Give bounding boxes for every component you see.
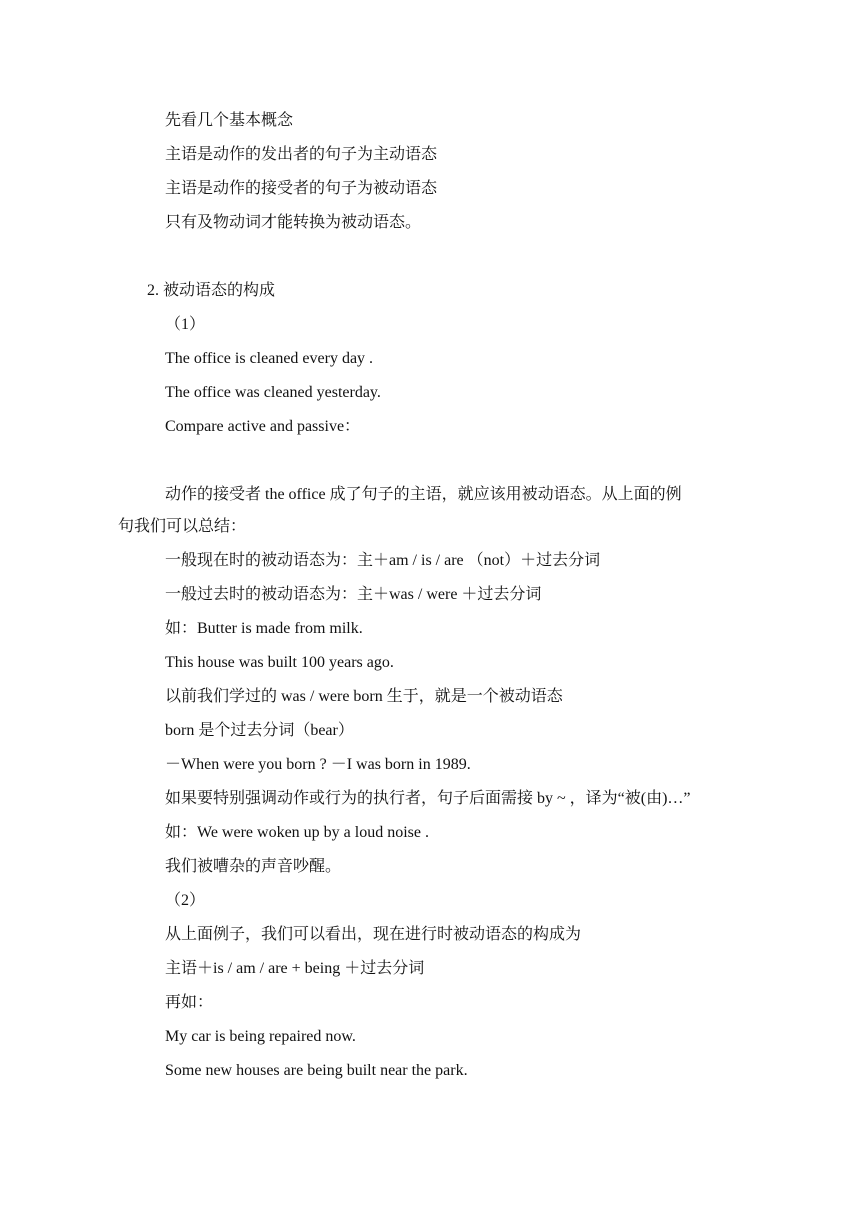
text-line: 先看几个基本概念: [165, 112, 294, 129]
subsection-label: （2）: [165, 892, 206, 909]
rule-line: 一般过去时的被动语态为：主＋was / were ＋过去分词: [165, 586, 542, 603]
example-sentence: The office is cleaned every day .: [165, 350, 374, 367]
example-sentence: Some new houses are being built near the park.: [165, 1062, 468, 1079]
paragraph-line: 动作的接受者 the office 成了句子的主语，就应该用被动语态。从上面的例: [165, 486, 682, 503]
example-sentence: This house was built 100 years ago.: [165, 654, 394, 671]
text-line: Compare active and passive：: [165, 418, 361, 435]
text-line: 从上面例子，我们可以看出，现在进行时被动语态的构成为: [165, 926, 582, 943]
rule-line: 一般现在时的被动语态为：主＋am / is / are （not）＋过去分词: [165, 552, 601, 569]
text-line: 如果要特别强调动作或行为的执行者，句子后面需接 by ~ ，译为“被(由)…”: [165, 790, 691, 807]
example-dialogue: －When were you born ? －I was born in 1989.: [165, 756, 471, 773]
text-line: 主语是动作的发出者的句子为主动语态: [165, 146, 438, 163]
translation-line: 我们被嘈杂的声音吵醒。: [165, 858, 342, 875]
paragraph-line: 句我们可以总结：: [118, 518, 247, 535]
text-line: born 是个过去分词（bear）: [165, 722, 354, 739]
text-line: 再如：: [165, 994, 214, 1011]
subsection-label: （1）: [165, 316, 206, 333]
text-line: 主语是动作的接受者的句子为被动语态: [165, 180, 438, 197]
text-line: 以前我们学过的 was / were born 生于，就是一个被动语态: [165, 688, 563, 705]
rule-line: 主语＋is / am / are + being ＋过去分词: [165, 960, 425, 977]
example-sentence: The office was cleaned yesterday.: [165, 384, 381, 401]
text-line: 只有及物动词才能转换为被动语态。: [165, 214, 422, 231]
example-sentence: 如：Butter is made from milk.: [165, 620, 363, 637]
example-sentence: 如：We were woken up by a loud noise .: [165, 824, 429, 841]
section-heading: 2. 被动语态的构成: [147, 282, 276, 299]
example-sentence: My car is being repaired now.: [165, 1028, 356, 1045]
